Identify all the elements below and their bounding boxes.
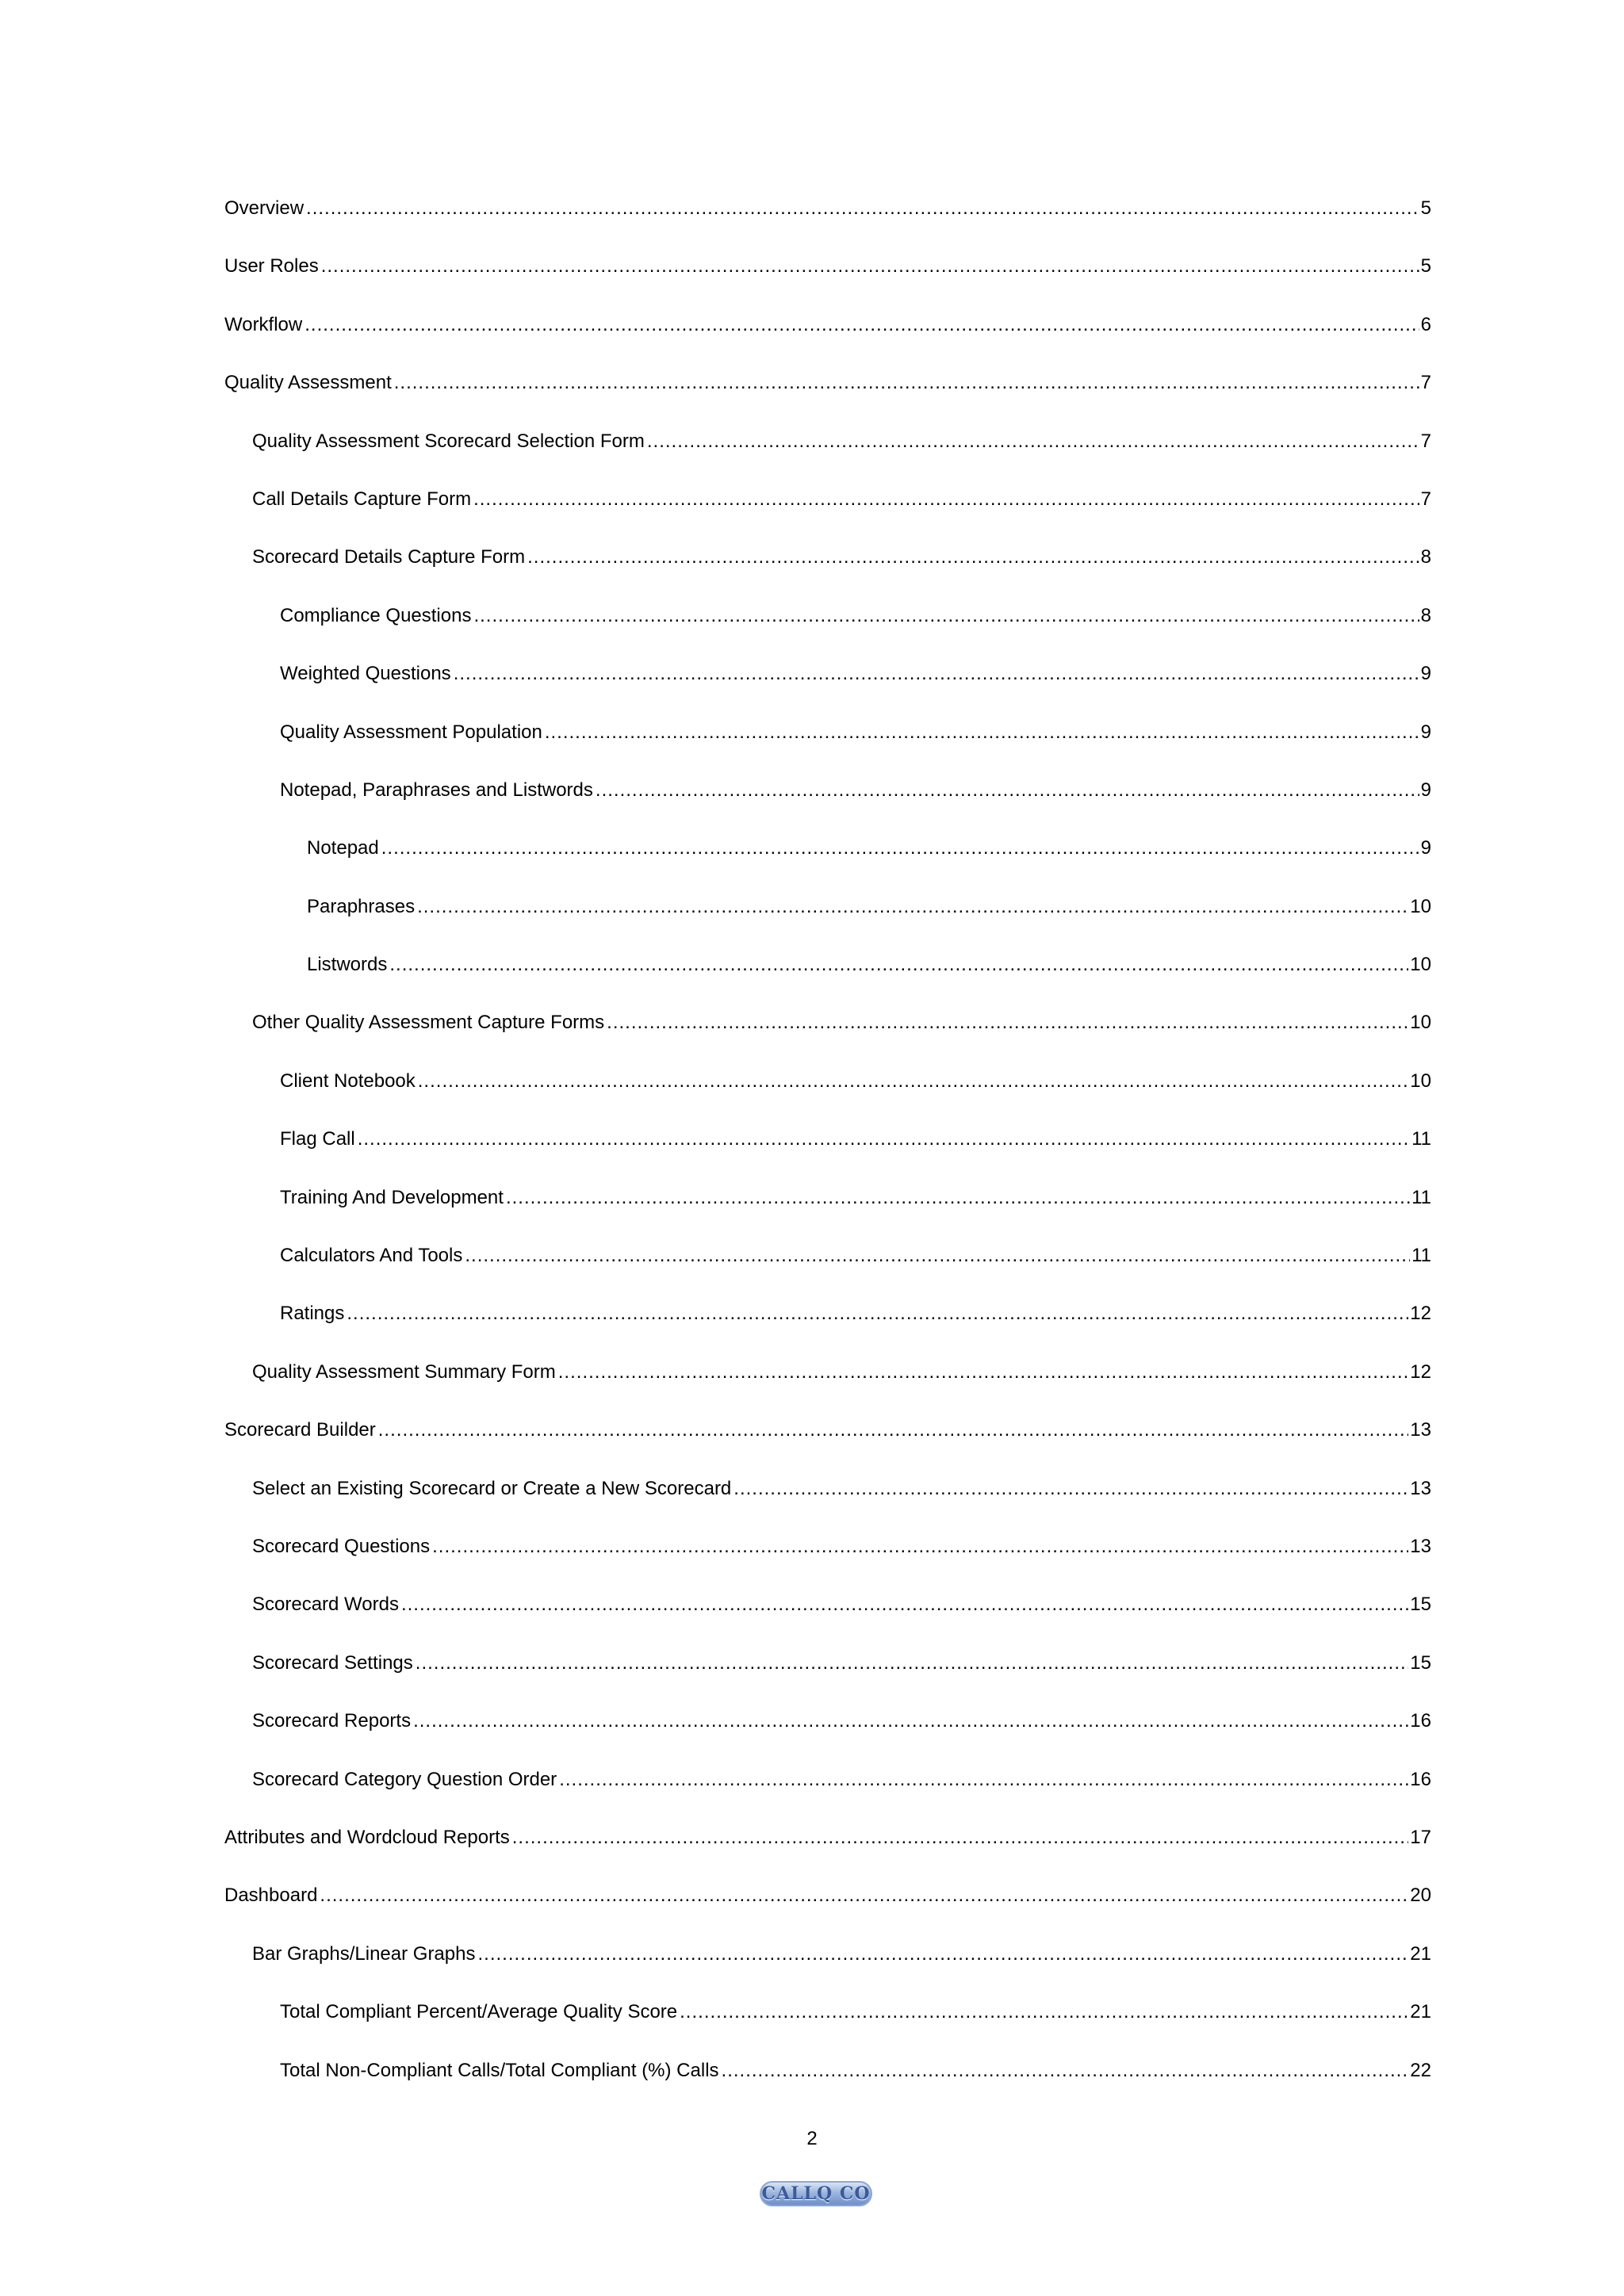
toc-entry-page-number[interactable]: 9	[1420, 721, 1431, 743]
toc-dot-leader	[389, 952, 1408, 978]
toc-entry[interactable]	[224, 720, 1431, 778]
toc-entry-page-number[interactable]: 8	[1420, 604, 1431, 626]
toc-entry-page-number[interactable]: 20	[1410, 1885, 1431, 1907]
company-logo	[760, 2181, 872, 2206]
toc-entry-title[interactable]: Calculators And Tools	[280, 1245, 463, 1267]
toc-entry-title[interactable]: User Roles	[224, 255, 319, 277]
toc-entry[interactable]	[224, 1825, 1431, 1883]
toc-dot-leader	[418, 1069, 1409, 1094]
toc-entry-page-number[interactable]: 7	[1420, 430, 1431, 452]
toc-entry[interactable]	[224, 1942, 1431, 1999]
toc-entry[interactable]	[224, 661, 1431, 719]
toc-entry-page-number[interactable]: 16	[1410, 1768, 1431, 1790]
toc-dot-leader	[432, 1534, 1408, 1559]
toc-entry-page-number[interactable]: 11	[1411, 1245, 1431, 1267]
toc-entry-page-number[interactable]: 7	[1420, 372, 1431, 394]
toc-entry[interactable]	[224, 894, 1431, 952]
toc-entry[interactable]	[224, 1883, 1431, 1941]
toc-dot-leader	[680, 1999, 1408, 2025]
toc-entry-page-number[interactable]: 6	[1420, 313, 1431, 335]
toc-entry[interactable]	[224, 1709, 1431, 1766]
toc-entry-title[interactable]: Quality Assessment	[224, 372, 392, 394]
toc-entry-page-number[interactable]: 10	[1410, 1012, 1431, 1034]
toc-entry-page-number[interactable]: 21	[1410, 1942, 1431, 1965]
toc-dot-leader	[454, 661, 1419, 687]
toc-entry-title[interactable]: Quality Assessment Scorecard Selection Form	[252, 430, 645, 452]
toc-dot-leader	[401, 1592, 1408, 1617]
logo-text: CALLQ CO	[761, 2183, 871, 2204]
toc-entry-title[interactable]: Scorecard Details Capture Form	[252, 546, 526, 568]
toc-dot-leader	[320, 1883, 1408, 1908]
toc-entry-title[interactable]: Scorecard Builder	[224, 1419, 376, 1441]
table-of-contents	[224, 196, 1431, 2116]
toc-entry-page-number[interactable]: 12	[1410, 1360, 1431, 1383]
toc-entry[interactable]	[224, 778, 1431, 836]
toc-entry-title[interactable]: Notepad, Paraphrases and Listwords	[280, 779, 593, 801]
toc-entry[interactable]	[224, 1069, 1431, 1127]
toc-entry-title[interactable]: Dashboard	[224, 1885, 318, 1907]
toc-dot-leader	[506, 1185, 1410, 1211]
toc-entry-page-number[interactable]: 12	[1410, 1303, 1431, 1325]
toc-dot-leader	[417, 894, 1408, 920]
toc-entry-title[interactable]: Compliance Questions	[280, 604, 472, 626]
toc-entry-title[interactable]: Listwords	[307, 954, 388, 976]
toc-entry[interactable]	[224, 1651, 1431, 1709]
toc-dot-leader	[378, 1418, 1409, 1443]
toc-entry[interactable]	[224, 1127, 1431, 1184]
toc-entry-page-number[interactable]: 11	[1411, 1128, 1431, 1150]
toc-dot-leader	[306, 196, 1419, 221]
toc-entry-page-number[interactable]: 13	[1410, 1535, 1431, 1557]
toc-entry[interactable]	[224, 2058, 1431, 2116]
toc-entry[interactable]	[224, 312, 1431, 370]
toc-entry-page-number[interactable]: 10	[1410, 1070, 1431, 1092]
toc-entry[interactable]	[224, 370, 1431, 428]
toc-entry-title[interactable]: Scorecard Words	[252, 1594, 399, 1616]
toc-entry[interactable]	[224, 1592, 1431, 1650]
toc-dot-leader	[559, 1767, 1408, 1793]
toc-dot-leader	[647, 429, 1419, 454]
toc-dot-leader	[358, 1127, 1410, 1152]
toc-entry-page-number[interactable]: 13	[1410, 1419, 1431, 1441]
toc-entry-page-number[interactable]: 15	[1410, 1594, 1431, 1616]
toc-entry-page-number[interactable]: 5	[1420, 255, 1431, 277]
toc-entry-title[interactable]: Training And Development	[280, 1186, 504, 1208]
toc-entry-title[interactable]: Bar Graphs/Linear Graphs	[252, 1942, 476, 1965]
toc-entry[interactable]	[224, 952, 1431, 1010]
toc-entry-page-number[interactable]: 22	[1410, 2059, 1431, 2081]
toc-entry-title[interactable]: Paraphrases	[307, 895, 416, 917]
toc-entry-title[interactable]: Scorecard Settings	[252, 1651, 413, 1674]
toc-dot-leader	[465, 1243, 1410, 1269]
toc-dot-leader	[473, 603, 1419, 629]
toc-dot-leader	[596, 778, 1419, 803]
toc-entry-title[interactable]: Flag Call	[280, 1128, 355, 1150]
toc-entry-title[interactable]: Scorecard Questions	[252, 1535, 431, 1557]
toc-entry-title[interactable]: Weighted Questions	[280, 663, 451, 685]
toc-entry[interactable]	[224, 1418, 1431, 1475]
toc-dot-leader	[607, 1010, 1408, 1035]
toc-entry[interactable]	[224, 1476, 1431, 1534]
toc-entry-page-number[interactable]: 7	[1420, 488, 1431, 510]
toc-entry-title[interactable]: Total Compliant Percent/Average Quality Score	[280, 2001, 678, 2023]
toc-dot-leader	[558, 1360, 1409, 1385]
toc-entry[interactable]	[224, 1185, 1431, 1243]
toc-entry[interactable]	[224, 1360, 1431, 1418]
toc-entry-page-number[interactable]: 17	[1410, 1826, 1431, 1848]
toc-entry-title[interactable]: Call Details Capture Form	[252, 488, 472, 510]
toc-dot-leader	[473, 487, 1419, 512]
toc-entry-title[interactable]: Client Notebook	[280, 1070, 416, 1092]
toc-entry-title[interactable]: Overview	[224, 197, 304, 219]
toc-entry-page-number[interactable]: 10	[1410, 895, 1431, 917]
toc-entry-page-number[interactable]: 15	[1410, 1651, 1431, 1674]
toc-entry-title[interactable]: Attributes and Wordcloud Reports	[224, 1826, 510, 1848]
toc-entry[interactable]	[224, 196, 1431, 254]
toc-entry-page-number[interactable]: 11	[1411, 1186, 1431, 1208]
toc-entry-title[interactable]: Notepad	[307, 837, 379, 859]
toc-dot-leader	[347, 1301, 1408, 1326]
toc-entry[interactable]	[224, 254, 1431, 312]
toc-entry[interactable]	[224, 429, 1431, 487]
toc-entry[interactable]	[224, 1767, 1431, 1825]
toc-entry[interactable]	[224, 1534, 1431, 1592]
toc-dot-leader	[304, 312, 1419, 338]
toc-entry-title[interactable]: Scorecard Reports	[252, 1710, 412, 1732]
toc-entry[interactable]	[224, 836, 1431, 894]
toc-dot-leader	[527, 545, 1419, 570]
toc-entry[interactable]	[224, 1243, 1431, 1301]
toc-entry[interactable]	[224, 545, 1431, 603]
toc-entry-title[interactable]: Total Non-Compliant Calls/Total Compliant (%) Calls	[280, 2059, 719, 2081]
toc-entry-page-number[interactable]: 9	[1420, 663, 1431, 685]
toc-entry[interactable]	[224, 603, 1431, 661]
toc-entry-page-number[interactable]: 9	[1420, 779, 1431, 801]
toc-dot-leader	[545, 720, 1419, 745]
toc-dot-leader	[381, 836, 1419, 861]
toc-entry-title[interactable]: Workflow	[224, 313, 303, 335]
toc-dot-leader	[416, 1651, 1409, 1676]
toc-dot-leader	[413, 1709, 1408, 1734]
toc-entry-page-number[interactable]: 9	[1420, 837, 1431, 859]
toc-dot-leader	[733, 1476, 1408, 1502]
toc-dot-leader	[477, 1942, 1408, 1967]
toc-entry[interactable]	[224, 1010, 1431, 1068]
toc-entry-title[interactable]: Select an Existing Scorecard or Create a New Scorecard	[252, 1477, 732, 1499]
toc-entry-page-number[interactable]: 8	[1420, 546, 1431, 568]
toc-entry-title[interactable]: Scorecard Category Question Order	[252, 1768, 557, 1790]
toc-entry[interactable]	[224, 1301, 1431, 1359]
toc-entry[interactable]	[224, 1999, 1431, 2057]
toc-entry-page-number[interactable]: 13	[1410, 1477, 1431, 1499]
toc-dot-leader	[321, 254, 1419, 279]
toc-entry-title[interactable]: Other Quality Assessment Capture Forms	[252, 1012, 605, 1034]
page-number: 2	[806, 2128, 818, 2149]
toc-entry-title[interactable]: Quality Assessment Summary Form	[252, 1360, 556, 1383]
toc-entry-page-number[interactable]: 21	[1410, 2001, 1431, 2023]
toc-entry-page-number[interactable]: 5	[1420, 197, 1431, 219]
toc-entry-title[interactable]: Ratings	[280, 1303, 345, 1325]
toc-entry-page-number[interactable]: 10	[1410, 954, 1431, 976]
toc-dot-leader	[394, 370, 1419, 396]
toc-entry-title[interactable]: Quality Assessment Population	[280, 721, 542, 743]
toc-entry-page-number[interactable]: 16	[1410, 1710, 1431, 1732]
toc-entry[interactable]	[224, 487, 1431, 545]
toc-dot-leader	[722, 2058, 1409, 2084]
toc-dot-leader	[512, 1825, 1409, 1850]
